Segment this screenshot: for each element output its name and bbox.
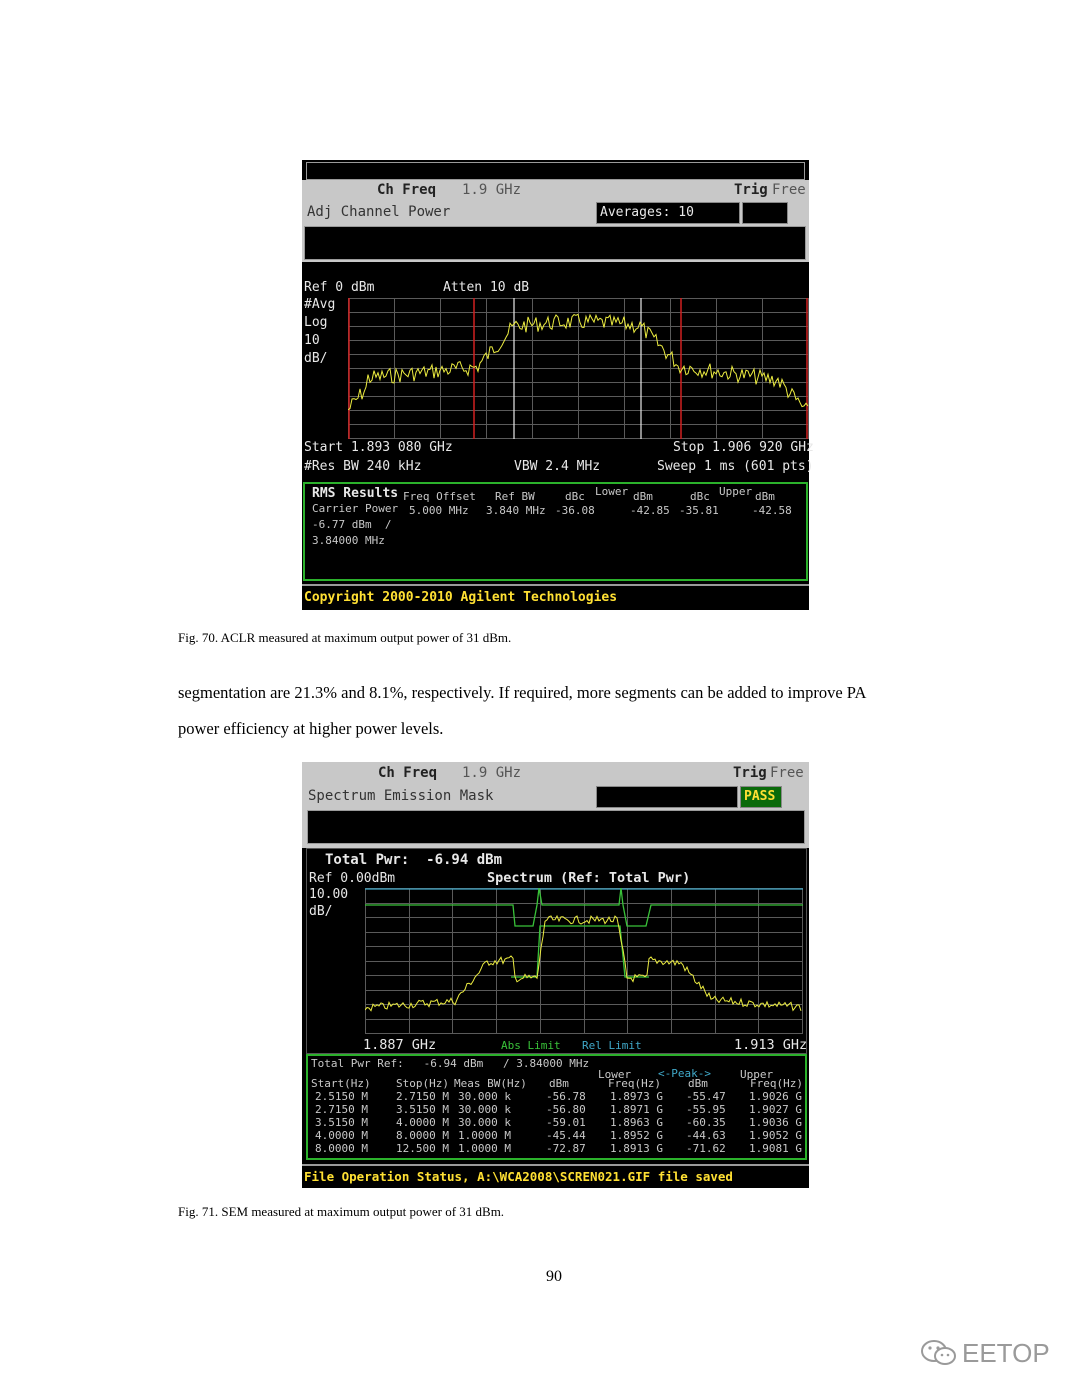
sem-results-table: Total Pwr Ref: -6.94 dBm / 3.84000 MHz Lower <-Peak-> Upper Start(Hz) Stop(Hz) Meas BW(Hz) dBm Freq(Hz) dBm Freq(Hz) 2.5150 M 2.7150 M 30.000 k -56.78 1.8973 G -55.47 1.9026 G 2.7150 M 3.5150 M 30.000 k -56.80 1.8971 G -55.95 1.9027 G 3.5150 M 4.0000 M 30.000 k -59.01 1.8963 G -60.35 1.9036 G 4.0000 M 8.0000 M 1.0000 M -45.44 1.8952 G -44.63 1.9052 G 8.0000 M 12.500 M 1.0000 M -72.87 1.8913 G -71.62 1.9081 G — [306, 1054, 807, 1160]
scale-value: 10.00 — [309, 887, 349, 902]
table-cell: -71.62 — [686, 1142, 726, 1155]
scale-unit: dB/ — [309, 904, 333, 919]
rel-limit-legend: Rel Limit — [582, 1039, 642, 1052]
averages-box: Averages: 10 — [596, 202, 740, 224]
table-cell: -72.87 — [546, 1142, 586, 1155]
status-bar: File Operation Status, A:\WCA2008\SCREN021.GIF file saved — [302, 1164, 809, 1188]
vbw: VBW 2.4 MHz — [514, 459, 601, 474]
table-cell: 2.7150 M — [396, 1090, 449, 1103]
sem-trace-plot — [365, 888, 803, 1034]
spectrum-title: Spectrum (Ref: Total Pwr) — [487, 870, 691, 886]
mode-label: Spectrum Emission Mask — [308, 788, 494, 804]
table-cell: 1.9052 G — [749, 1129, 802, 1142]
column-header: Start(Hz) — [311, 1077, 371, 1090]
blank-box — [596, 786, 738, 808]
table-cell: 30.000 k — [458, 1103, 511, 1116]
message-bar — [307, 810, 805, 844]
res-bw: #Res BW 240 kHz — [304, 459, 422, 474]
ch-freq-label: Ch Freq — [377, 182, 437, 198]
total-pwr-ref: Total Pwr Ref: -6.94 dBm / 3.84000 MHz — [311, 1057, 590, 1070]
table-cell: 4.0000 M — [396, 1116, 449, 1129]
start-freq: 1.887 GHz — [363, 1037, 437, 1053]
stop-freq: 1.913 GHz — [734, 1037, 808, 1053]
page-number: 90 — [546, 1268, 562, 1285]
column-header: Meas BW(Hz) — [454, 1077, 527, 1090]
scale-value: 10 — [304, 333, 320, 348]
avg-label: #Avg — [304, 297, 336, 312]
blank-box — [742, 202, 788, 224]
abs-limit-legend: Abs Limit — [501, 1039, 561, 1052]
column-header: dBm — [688, 1077, 708, 1090]
ref-level: Ref 0 dBm — [304, 280, 375, 295]
scale-unit: dB/ — [304, 351, 328, 366]
table-cell: 3.5150 M — [396, 1103, 449, 1116]
table-cell: 3.5150 M — [315, 1116, 368, 1129]
spectrum-screen — [306, 848, 807, 1054]
table-cell: 1.8913 G — [610, 1142, 663, 1155]
table-cell: -45.44 — [546, 1129, 586, 1142]
figure-70-caption: Fig. 70. ACLR measured at maximum output power of 31 dBm. — [178, 630, 512, 645]
table-cell: -56.80 — [546, 1103, 586, 1116]
instrument-header — [302, 762, 809, 848]
table-cell: -55.95 — [686, 1103, 726, 1116]
table-cell: 30.000 k — [458, 1090, 511, 1103]
column-header: Stop(Hz) — [396, 1077, 449, 1090]
body-paragraph-line-1: segmentation are 21.3% and 8.1%, respectively. If required, more segments can be added to improve PA — [178, 683, 867, 702]
attenuation: Atten 10 dB — [443, 280, 530, 295]
table-cell: 1.9081 G — [749, 1142, 802, 1155]
table-cell: 1.0000 M — [458, 1129, 511, 1142]
table-cell: 2.5150 M — [315, 1090, 368, 1103]
ref-level: Ref 0.00dBm — [309, 871, 396, 886]
sem-screenshot — [302, 762, 809, 1188]
results-title: RMS Results — [312, 486, 399, 501]
log-label: Log — [304, 315, 328, 330]
aclr-trace-plot — [348, 298, 809, 439]
top-black-bar — [306, 162, 805, 180]
trig-value: Free — [772, 182, 806, 198]
mode-label: Adj Channel Power — [307, 204, 451, 220]
table-cell: 8.0000 M — [315, 1142, 368, 1155]
trig-label: Trig — [733, 765, 767, 781]
pass-indicator: PASS — [740, 786, 782, 808]
table-cell: -60.35 — [686, 1116, 726, 1129]
column-header: Freq(Hz) — [608, 1077, 661, 1090]
table-cell: 4.0000 M — [315, 1129, 368, 1142]
table-cell: 1.8973 G — [610, 1090, 663, 1103]
total-power: Total Pwr: -6.94 dBm — [325, 852, 503, 868]
table-cell: 1.9036 G — [749, 1116, 802, 1129]
message-bar — [304, 226, 806, 260]
aclr-screenshot — [302, 160, 814, 610]
body-paragraph-line-2: power efficiency at higher power levels. — [178, 719, 444, 738]
table-cell: 30.000 k — [458, 1116, 511, 1129]
table-cell: 1.8971 G — [610, 1103, 663, 1116]
table-cell: 1.9027 G — [749, 1103, 802, 1116]
ch-freq-value: 1.9 GHz — [462, 765, 522, 781]
table-cell: 1.0000 M — [458, 1142, 511, 1155]
trig-label: Trig — [734, 182, 768, 198]
table-cell: 1.8952 G — [610, 1129, 663, 1142]
start-freq: Start 1.893 080 GHz — [304, 440, 453, 455]
column-header: dBm — [549, 1077, 569, 1090]
ch-freq-label: Ch Freq — [378, 765, 438, 781]
table-cell: -56.78 — [546, 1090, 586, 1103]
table-cell: 1.9026 G — [749, 1090, 802, 1103]
ch-freq-value: 1.9 GHz — [462, 182, 522, 198]
table-cell: -44.63 — [686, 1129, 726, 1142]
status-bar: Copyright 2000-2010 Agilent Technologies — [302, 584, 809, 610]
sweep: Sweep 1 ms (601 pts) — [657, 459, 814, 474]
table-cell: -55.47 — [686, 1090, 726, 1103]
wechat-icon — [920, 1338, 958, 1368]
trig-value: Free — [770, 765, 804, 781]
figure-71-caption: Fig. 71. SEM measured at maximum output power of 31 dBm. — [178, 1204, 505, 1219]
column-header: Freq(Hz) — [750, 1077, 803, 1090]
table-cell: 8.0000 M — [396, 1129, 449, 1142]
rms-results-panel: RMS Results Freq Offset Ref BW dBc Lower dBm dBc Upper dBm Carrier Power 5.000 MHz 3.840 MHz -36.08 -42.85 -35.81 -42.58 -6.77 dBm / 3.84000 MHz — [303, 482, 808, 581]
table-cell: -59.01 — [546, 1116, 586, 1129]
table-cell: 2.7150 M — [315, 1103, 368, 1116]
table-cell: 12.500 M — [396, 1142, 449, 1155]
stop-freq: Stop 1.906 920 GHz — [673, 440, 814, 455]
spectrum-screen — [302, 262, 814, 480]
table-cell: 1.8963 G — [610, 1116, 663, 1129]
